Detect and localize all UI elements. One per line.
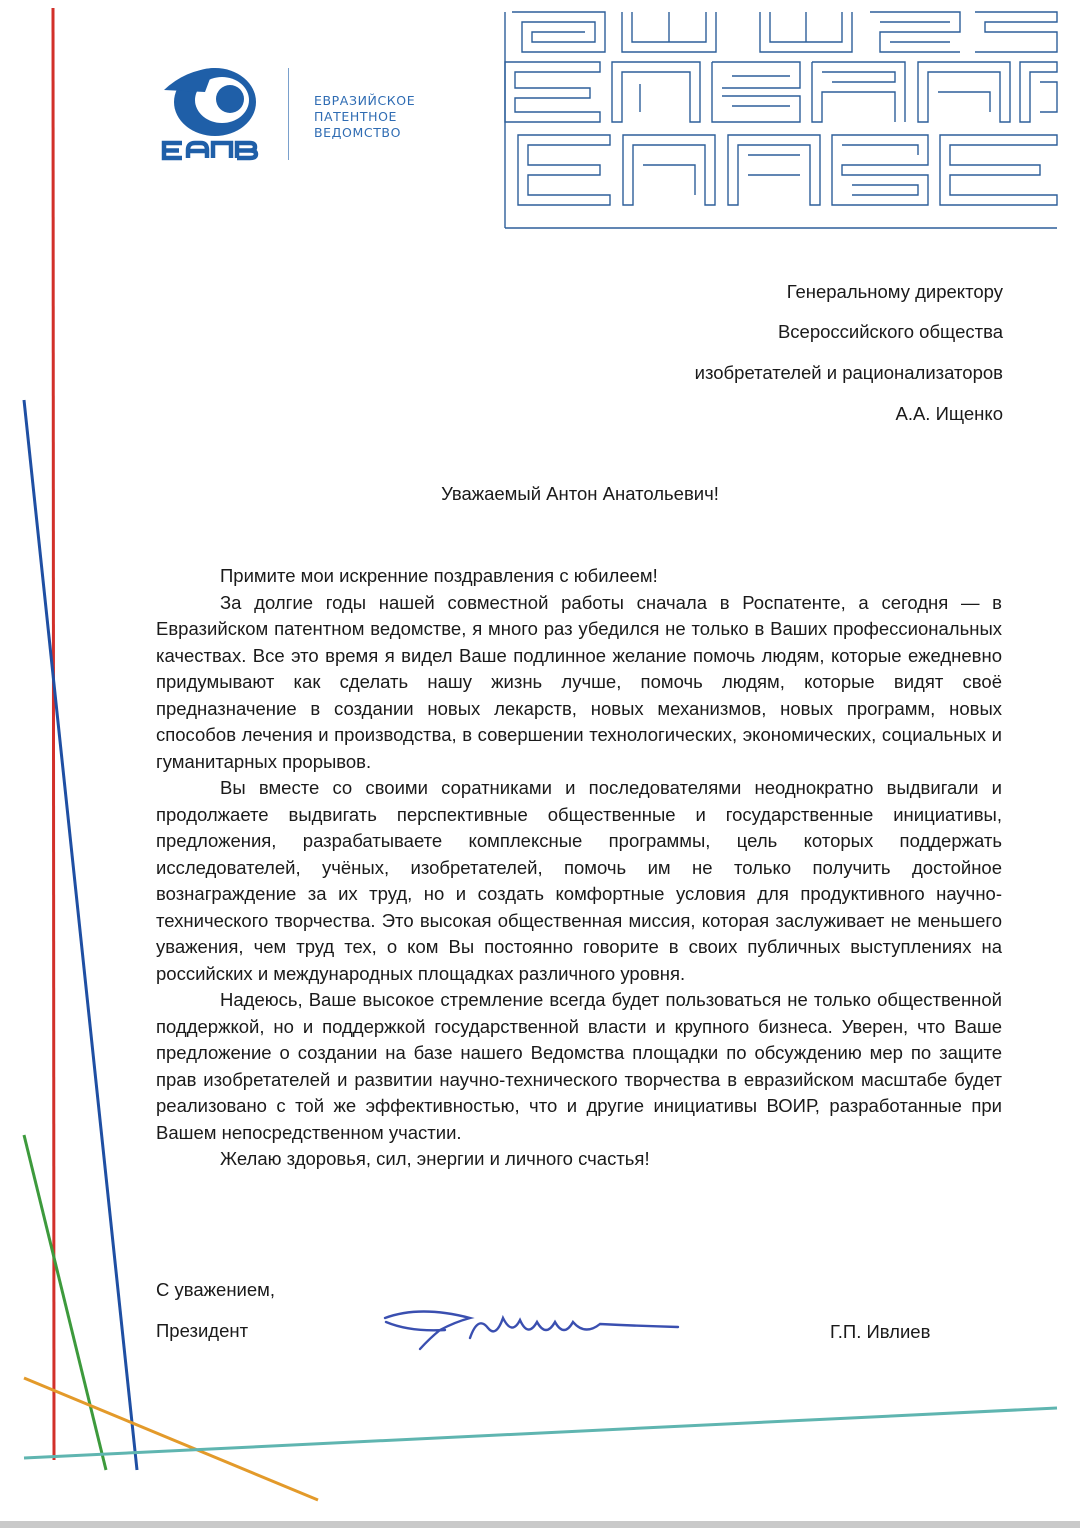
- org-name-line: ВЕДОМСТВО: [314, 125, 402, 140]
- red-vertical-line: [53, 8, 54, 1460]
- closing-regards: С уважением,: [156, 1279, 276, 1300]
- signer-position: Президент: [156, 1320, 249, 1341]
- signer-name: Г.П. Ивлиев: [830, 1321, 931, 1342]
- teal-diagonal-line: [24, 1408, 1057, 1458]
- letter-body: [156, 563, 1002, 1173]
- greeting: Уважаемый Антон Анатольевич!: [441, 483, 719, 504]
- body-paragraph: Вы вместе со своими соратниками и последователями неоднократно выдвигали и продолжаете выдвигать перспективные общественные и государственные инициативы, предложения, разрабатываете комплексные программы, цель которых поддержать исследователей, учёных, изобретателей, помочь им не только получить достойное вознаграждение за их труд, но и создать комфортные условия для продуктивного научно-технического творчества. Это высокая общественная миссия, которая заслуживает не меньшего уважения, чем труд тех, о ком Вы постоянно говорите в своих публичных выступлениях на российских и международных площадках различного уровня.: [156, 777, 1002, 984]
- org-name: [314, 93, 415, 141]
- header-pattern: [505, 12, 1057, 228]
- addressee-line: Генеральному директору: [786, 281, 1003, 302]
- addressee-name: А.А. Ищенко: [895, 403, 1003, 424]
- body-paragraph: Примите мои искренние поздравления с юбилеем!: [220, 565, 658, 586]
- addressee-line: изобретателей и рационализаторов: [694, 362, 1003, 383]
- body-paragraph: Желаю здоровья, сил, энергии и личного счастья!: [220, 1148, 650, 1169]
- orange-diagonal-line: [24, 1378, 318, 1500]
- logo-abbreviation-icon: [164, 143, 256, 158]
- signature-icon: [385, 1312, 678, 1350]
- blue-diagonal-line: [24, 400, 137, 1470]
- green-diagonal-line: [24, 1135, 106, 1470]
- logo-divider: [288, 68, 289, 160]
- body-paragraph: Надеюсь, Ваше высокое стремление всегда будет пользоваться не только общественной поддержкой, но и поддержкой государственной власти и крупного бизнеса. Уверен, что Ваше предложение о создании на базе нашего Ведомства площадки по обсуждению мер по защите прав изобретателей и развитии научно-технического творчества в евразийском масштабе будет реализовано с той же эффективностью, что и другие инициативы ВОИР, разработанные при Вашем непосредственном участии.: [156, 989, 1002, 1143]
- org-name-line: ПАТЕНТНОЕ: [314, 109, 398, 124]
- addressee-line: Всероссийского общества: [777, 321, 1003, 342]
- body-paragraph: За долгие годы нашей совместной работы сначала в Роспатенте, а сегодня — в Евразийском патентном ведомстве, я много раз убедился не только в Ваших профессиональных качествах. Все это время я видел Ваше подлинное желание помочь людям, которые ежедневно придумывают как сделать нашу жизнь лучше, помочь людям, которые видят своё предназначение в создании новых лекарств, новых механизмов, новых программ, новых способов лечения и производства, в совершении технологических, экономических, социальных и гуманитарных прорывов.: [156, 591, 1002, 772]
- org-name-line: ЕВРАЗИЙСКОЕ: [314, 93, 416, 108]
- scan-edge: [0, 1521, 1080, 1528]
- eye-logo-icon: [164, 68, 256, 136]
